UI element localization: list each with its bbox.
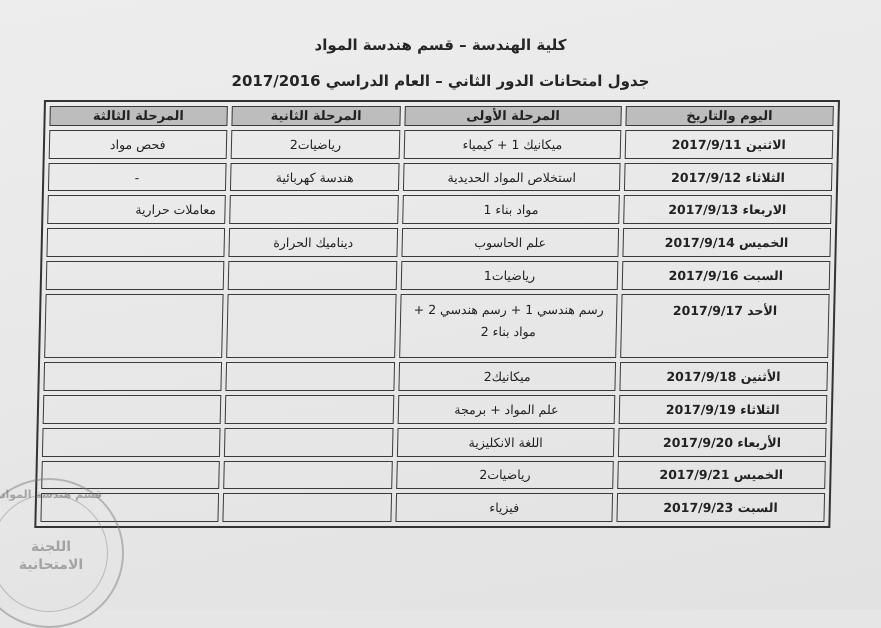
day-date-cell: الخميس 2017/9/21 [617, 461, 826, 490]
day-date-cell: الثلاثاء 2017/9/19 [618, 395, 827, 424]
stage-1-cell: مواد بناء 1 [403, 195, 620, 224]
stage-1-cell: اللغة الانكليزية [397, 428, 614, 457]
stage-2-cell [224, 395, 394, 424]
day-date-cell: الأحد 2017/9/17 [620, 294, 830, 359]
document-subtitle: جدول امتحانات الدور الثاني – العام الدراسي 2017/2016 [231, 72, 650, 90]
stage-2-cell [225, 362, 395, 391]
stage-1-cell: استخلاص المواد الحديدية [403, 163, 620, 192]
table-row [42, 428, 827, 457]
stage-3-cell [46, 261, 224, 290]
day-date-cell: الاثنين 2017/9/11 [624, 130, 833, 159]
stage-3-cell: - [48, 163, 226, 192]
stage-2-cell: ديناميك الحرارة [228, 228, 398, 257]
column-header-stage-3: المرحلة الثالثة [49, 106, 227, 126]
table-row [46, 261, 831, 290]
exam-schedule-table [36, 102, 838, 526]
stage-1-cell: رياضيات1 [401, 261, 618, 290]
stage-2-cell [226, 294, 397, 359]
stage-2-cell [223, 428, 393, 457]
table-row [46, 228, 831, 257]
table-row [44, 294, 829, 359]
table-row [49, 130, 834, 159]
stage-3-cell [42, 428, 220, 457]
stage-3-cell [43, 362, 221, 391]
stage-2-cell [227, 261, 397, 290]
table-row [40, 493, 825, 522]
day-date-cell: الأثنين 2017/9/18 [619, 362, 828, 391]
stamp-center-text [0, 538, 126, 574]
table-row [41, 461, 826, 490]
stage-3-cell: معاملات حرارية [47, 195, 225, 224]
stamp-center-line-1: اللجنة [30, 539, 72, 555]
table-row [47, 195, 832, 224]
stage-3-cell [43, 395, 221, 424]
stage-2-cell [223, 461, 393, 490]
stage-2-cell: هندسة كهربائية [230, 163, 400, 192]
stamp-ring-text: قسم هندسة المواد [0, 488, 103, 501]
stage-2-cell [222, 493, 392, 522]
stage-1-cell: فيزياء [396, 493, 613, 522]
stage-1-cell: علم المواد + برمجة [398, 395, 615, 424]
stage-1-cell: ميكانيك2 [399, 362, 616, 391]
stage-3-cell [46, 228, 224, 257]
stage-3-cell [44, 294, 223, 359]
table-row [43, 395, 828, 424]
document-title: كلية الهندسة – قسم هندسة المواد [314, 36, 567, 54]
stage-1-cell: رسم هندسي 1 + رسم هندسي 2 + مواد بناء 2 [400, 294, 618, 359]
table-header-row [49, 106, 833, 126]
stage-1-cell: رياضيات2 [397, 461, 614, 490]
column-header-day-date: اليوم والتاريخ [625, 106, 834, 126]
day-date-cell: الاربعاء 2017/9/13 [623, 195, 832, 224]
day-date-cell: السبت 2017/9/23 [616, 493, 825, 522]
stage-1-cell: ميكانيك 1 + كيمياء [404, 130, 621, 159]
day-date-cell: الخميس 2017/9/14 [622, 228, 831, 257]
day-date-cell: الأربعاء 2017/9/20 [617, 428, 826, 457]
column-header-stage-1: المرحلة الأولى [405, 106, 622, 126]
stage-3-cell: فحص مواد [49, 130, 227, 159]
table-row [43, 362, 828, 391]
table-row [48, 163, 833, 192]
stage-2-cell [229, 195, 399, 224]
day-date-cell: الثلاثاء 2017/9/12 [623, 163, 832, 192]
stage-2-cell: رياضيات2 [230, 130, 400, 159]
stamp-center-line-2: الامتحانية [18, 557, 84, 573]
day-date-cell: السبت 2017/9/16 [621, 261, 830, 290]
stage-1-cell: علم الحاسوب [402, 228, 619, 257]
exam-schedule-table-frame [34, 100, 840, 528]
column-header-stage-2: المرحلة الثانية [231, 106, 401, 126]
